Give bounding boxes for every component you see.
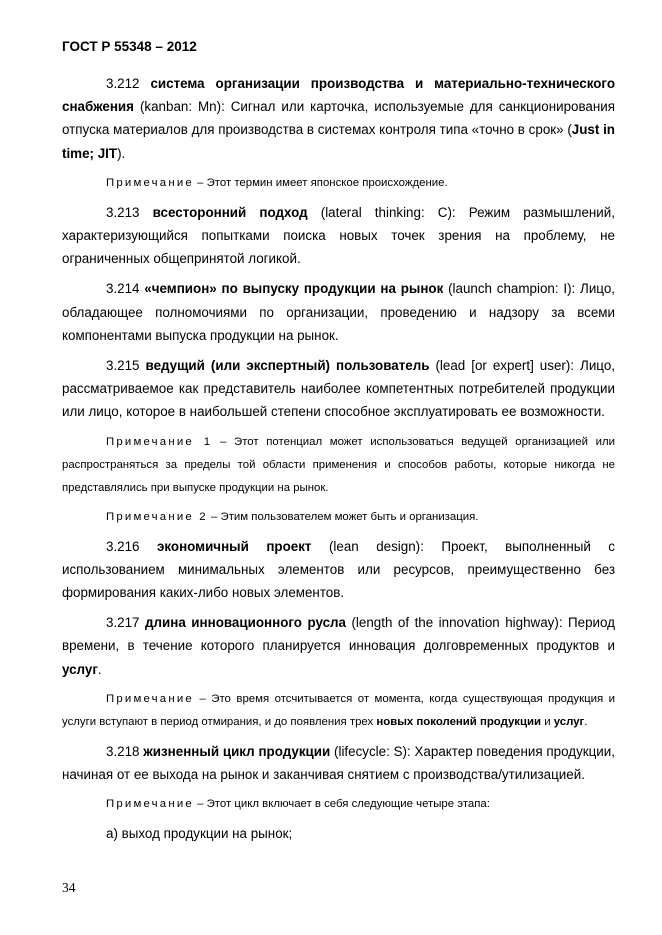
note-text: – Этот потенциал может использоваться ведущей организацией или распространяться за пределы той области применения и способов работы, которые никогда не представлялись при выпуске продукции на рынок.	[62, 435, 615, 494]
note-bold-word: услуг	[553, 715, 585, 728]
note-text: – Это время отсчитывается от момента, когда существующая продукция и услуги вступают в период отмирания, и до появления трех	[62, 692, 615, 728]
page-number: 34	[62, 880, 76, 895]
note-label: Примечание 1	[106, 435, 213, 448]
term-title: экономичный проект	[156, 538, 312, 554]
note-3-218	[62, 793, 615, 816]
term-definition: (launch champion: I): Лицо, обладающее полномочиями по организации, проведению и надзору за всеми компонентами выпуска продукции на рынок.	[62, 281, 615, 343]
note-text-end: .	[584, 715, 588, 728]
term-title: «чемпион» по выпуску продукции на рынок	[144, 281, 444, 297]
note-bold-phrase: новых поколений продукции	[376, 715, 542, 728]
term-title: система организации производства и материально-технического снабжения	[62, 76, 615, 115]
term-3-213	[62, 201, 615, 271]
term-abbrev: Just in time; JIT	[62, 122, 615, 161]
term-title: ведущий (или экспертный) пользователь	[145, 358, 430, 374]
term-bold-word: услуг	[62, 661, 98, 677]
term-3-217	[62, 611, 615, 681]
note-text-mid: и	[541, 715, 554, 728]
term-definition: (lean design): Проект, выполненный с использованием минимальных элементов или ресурсов, преимущественно без формирования каких-либо новых элементов.	[62, 538, 616, 601]
note-3-217	[62, 688, 615, 734]
term-number: 3.217	[106, 615, 146, 631]
term-number: 3.216	[106, 538, 157, 554]
term-definition: (lateral thinking: C): Режим размышлений, характеризующийся попытками поиска новых точек зрения на проблему, не ограниченных общепринятой логикой.	[62, 204, 615, 267]
term-definition: (lead [or expert] user): Лицо, рассматриваемое как представитель наиболее компетентных потребителей продукции или лицо, которое в наибольшей степени способное эксплуатировать ее возможности.	[62, 358, 615, 420]
term-definition: (lifecycle: S): Характер поведения продукции, начиная от ее выхода на рынок и заканчивая снятием с производства/утилизацией.	[62, 743, 615, 783]
term-3-215	[62, 354, 615, 424]
document-body	[62, 72, 615, 845]
term-title: всесторонний подход	[152, 204, 308, 220]
note-3-212	[62, 172, 615, 195]
term-3-214	[62, 277, 615, 347]
note-label: Примечание	[106, 176, 194, 189]
term-definition: (length of the innovation highway): Период времени, в течение которого планируется инновация долговременных продуктов и	[62, 615, 615, 654]
note-label: Примечание	[106, 798, 194, 811]
list-item-a: а) выход продукции на рынок;	[106, 826, 293, 842]
term-definition-end: ).	[117, 145, 126, 161]
term-title: жизненный цикл продукции	[143, 743, 331, 759]
note-label: Примечание 2	[106, 510, 208, 523]
term-title: длина инновационного русла	[145, 615, 346, 631]
term-3-218	[62, 740, 615, 786]
note-label: Примечание	[106, 692, 194, 705]
term-definition-end: .	[97, 661, 102, 677]
page-header: ГОСТ Р 55348 – 2012	[62, 39, 197, 54]
note-text: – Этот термин имеет японское происхождение.	[193, 176, 448, 189]
note-3-215-2	[62, 506, 615, 529]
note-3-215-1	[62, 431, 615, 500]
term-definition: (kanban: Mn): Сигнал или карточка, используемые для санкционирования отпуска материалов для производства в системах контроля типа «точно в срок» (	[62, 99, 615, 138]
note-text: – Этим пользователем может быть и организация.	[207, 510, 479, 523]
term-number: 3.212	[106, 76, 151, 91]
term-number: 3.218	[106, 743, 144, 759]
note-text: – Этот цикл включает в себя следующие четыре этапа:	[193, 798, 490, 811]
term-number: 3.213	[106, 204, 153, 220]
term-3-212	[62, 72, 615, 165]
term-number: 3.215	[106, 358, 146, 374]
term-number: 3.214	[106, 281, 145, 297]
term-3-216	[62, 535, 615, 605]
